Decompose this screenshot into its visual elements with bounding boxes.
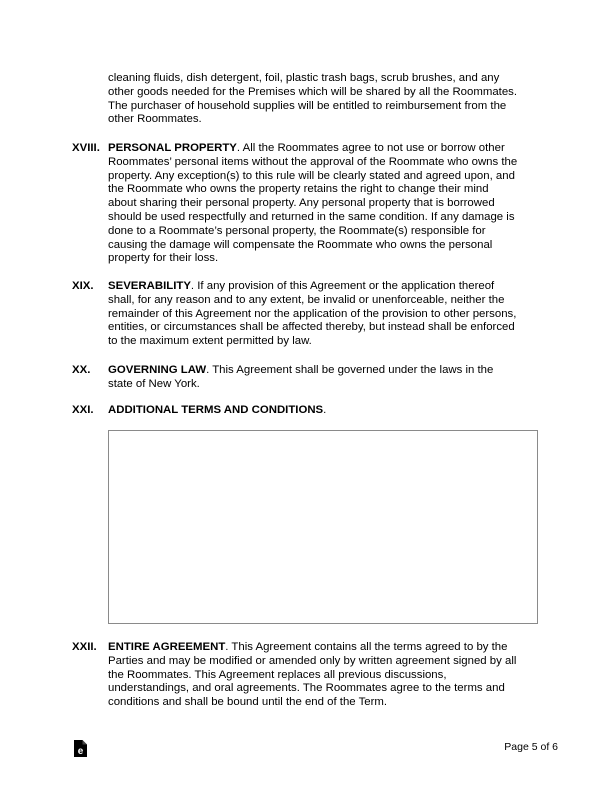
text-line: shall, for any reason and to any extent, be invalid or unenforceable, neither the	[108, 293, 505, 306]
text-line: understandings, and oral agreements. The Roommates agree to the terms and	[108, 682, 505, 695]
text-line: Parties and may be modified or amended only by written agreement signed by all	[108, 654, 517, 667]
section-number-xxi: XXI.	[72, 404, 94, 416]
text-line: conditions and shall be bound until the end of the Term.	[108, 696, 388, 709]
text-line: . This Agreement shall be governed under the laws in the	[206, 364, 494, 376]
section-governing-law	[108, 364, 544, 392]
section-heading: GOVERNING LAW	[108, 364, 207, 376]
text-line: state of New York.	[108, 377, 200, 390]
text-line: to the maximum extent permitted by law.	[108, 335, 312, 348]
text-line: the Roommates. This Agreement replaces all previous discussions,	[108, 668, 447, 681]
section-heading: ENTIRE AGREEMENT	[108, 641, 226, 653]
additional-terms-field[interactable]	[108, 430, 538, 624]
text-line: should be used respectfully and returned in the same condition. If any damage is	[108, 210, 515, 223]
section-number-xxii: XXII.	[72, 641, 97, 653]
section-number-xx: XX.	[72, 364, 91, 376]
text-line: about sharing their personal property. Any personal property that is borrowed	[108, 197, 495, 210]
eforms-logo-icon	[74, 740, 87, 757]
text-line: .	[323, 404, 327, 416]
text-line: other goods needed for the Premises which will be shared by all the Roommates.	[108, 85, 518, 98]
text-line: property for their loss.	[108, 252, 219, 265]
text-line: done to a Roommate’s personal property, the Roommate(s) responsible for	[108, 224, 486, 237]
text-line: . This Agreement contains all the terms agreed to by the	[225, 641, 508, 653]
section-severability	[108, 280, 544, 349]
section-heading: ADDITIONAL TERMS AND CONDITIONS	[108, 404, 324, 416]
text-line: other Roommates.	[108, 113, 202, 126]
section-number-xviii: XVIII.	[72, 142, 100, 154]
text-line: property. Any exception(s) to this rule will be clearly stated and agreed upon, and	[108, 169, 515, 182]
intro-paragraph	[108, 72, 544, 127]
text-line: The purchaser of household supplies will be entitled to reimbursement from the	[108, 99, 507, 112]
section-heading: PERSONAL PROPERTY	[108, 142, 237, 154]
section-additional-terms	[108, 404, 544, 418]
section-entire-agreement	[108, 641, 544, 710]
text-line: Roommates’ personal items without the approval of the Roommate who owns the	[108, 155, 518, 168]
text-line: causing the damage will compensate the Roommate who owns the personal	[108, 238, 493, 251]
text-line: remainder of this Agreement nor the application of the provision to other persons,	[108, 307, 517, 320]
text-line: the Roommate who owns the property retains the right to change their mind	[108, 183, 489, 196]
text-line: cleaning fluids, dish detergent, foil, plastic trash bags, scrub brushes, and any	[108, 72, 500, 84]
page-number: Page 5 of 6	[504, 741, 558, 753]
text-line: . All the Roommates agree to not use or borrow other	[236, 142, 505, 154]
section-number-xix: XIX.	[72, 280, 94, 292]
section-personal-property	[108, 142, 544, 266]
text-line: entities, or circumstances shall be affected thereby, but instead shall be enforced	[108, 321, 515, 334]
section-heading: SEVERABILITY	[108, 280, 191, 292]
text-line: . If any provision of this Agreement or the application thereof	[190, 280, 495, 292]
svg-text:e: e	[77, 746, 84, 757]
